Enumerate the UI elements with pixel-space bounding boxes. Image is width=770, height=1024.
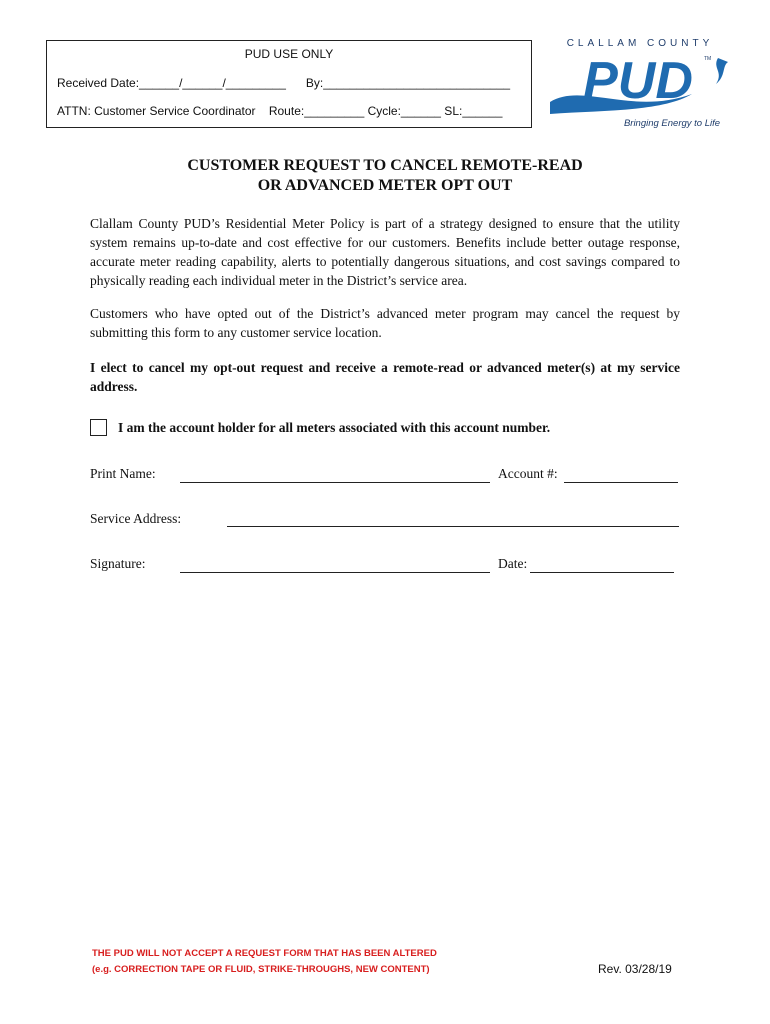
date-label: Date: xyxy=(498,556,528,571)
pud-use-only-title: PUD USE ONLY xyxy=(244,47,334,61)
pud-use-only-box xyxy=(46,40,532,128)
logo-flame-icon xyxy=(716,58,728,84)
election-statement: I elect to cancel my opt-out request and receive a remote-read or advanced meter(s) at my service address. xyxy=(90,360,680,394)
signature-field[interactable] xyxy=(182,554,492,574)
clallam-county-pud-logo xyxy=(542,32,732,132)
date-field[interactable] xyxy=(532,554,676,574)
account-number-field[interactable] xyxy=(566,464,680,484)
policy-paragraph: Clallam County PUD’s Residential Meter Policy is part of a strategy designed to ensure that the utility system remains up-to-date and cost effective for our customers. Benefits include better outage response, accurate meter reading capability, alerts to potentially dangerous situations, and cost savings compared to physically reading each individual meter in the District’s service area. xyxy=(90,216,680,288)
account-holder-checkbox[interactable] xyxy=(90,419,107,436)
logo-trademark: TM xyxy=(704,56,712,62)
account-holder-label: I am the account holder for all meters associated with this account number. xyxy=(118,420,551,435)
service-address-label: Service Address: xyxy=(90,511,182,526)
attn-route-row: ATTN: Customer Service Coordinator Route:_________ Cycle:______ SL:______ xyxy=(57,104,503,118)
account-number-label: Account #: xyxy=(498,466,558,481)
warning-line-2: (e.g. CORRECTION TAPE OR FLUID, STRIKE-THROUGHS, NEW CONTENT) xyxy=(92,964,430,975)
warning-line-1: THE PUD WILL NOT ACCEPT A REQUEST FORM THAT HAS BEEN ALTERED xyxy=(92,948,437,959)
alteration-warning xyxy=(92,946,437,978)
heading-line-2: OR ADVANCED METER OPT OUT xyxy=(257,177,513,194)
signature-label: Signature: xyxy=(90,556,146,571)
logo-tagline: Bringing Energy to Life xyxy=(623,118,721,129)
form-heading xyxy=(0,156,770,196)
logo-main-text: PUD xyxy=(583,52,693,110)
received-date-row: Received Date:______/______/_________ By:____________________________ xyxy=(57,76,511,90)
revision-date: Rev. 03/28/19 xyxy=(598,962,672,976)
print-name-label: Print Name: xyxy=(90,466,156,481)
service-address-field[interactable] xyxy=(229,508,681,528)
heading-line-1: CUSTOMER REQUEST TO CANCEL REMOTE-READ xyxy=(187,157,583,174)
print-name-field[interactable] xyxy=(182,464,492,484)
logo-top-text: CLALLAM COUNTY xyxy=(566,38,714,49)
cancel-instructions-paragraph: Customers who have opted out of the District’s advanced meter program may cancel the request by submitting this form to any customer service location. xyxy=(90,306,680,340)
